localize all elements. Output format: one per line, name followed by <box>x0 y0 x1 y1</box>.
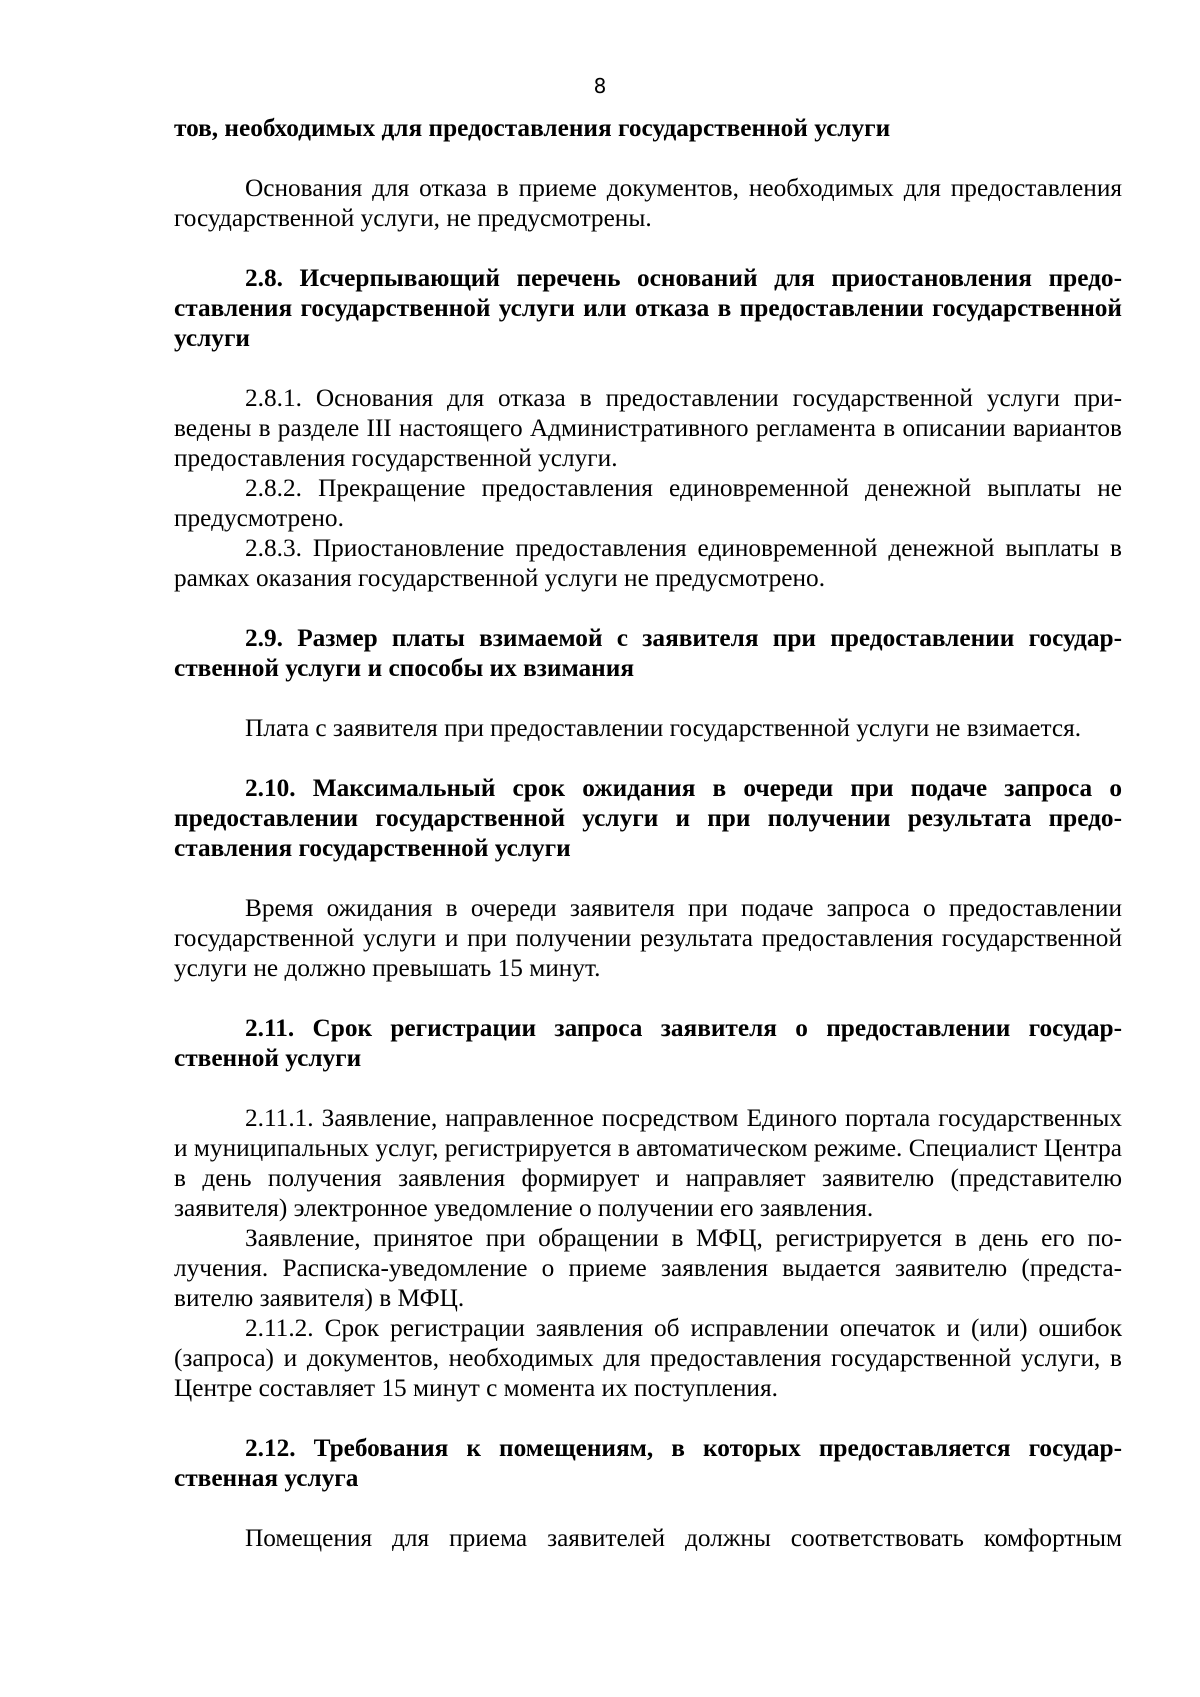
paragraph: Время ожидания в очереди заявителя при подаче запроса о предоставлении государственной услуги и при получении результата предоставления государственной услуги не должно превышать 15 минут. <box>174 894 1122 982</box>
page-number: 8 <box>593 74 607 98</box>
paragraph: 2.11.2. Срок регистрации заявления об исправлении опечаток и (или) ошибок (запроса) и документов, необходимых для предоставления государственной услуги, в Центре составляет 15 минут с момента их поступления. <box>174 1314 1122 1402</box>
paragraph: Заявление, принятое при обращении в МФЦ, регистрируется в день его получения. Расписка-уведомление о приеме заявления выдается заявителю (представителю заявителя) в МФЦ. <box>174 1224 1122 1312</box>
document-body <box>174 113 1122 1553</box>
section-heading-2-8: 2.8. Исчерпывающий перечень оснований для приостановления предоставления государственной услуги или отказа в предоставлении государственной услуги <box>174 264 1122 352</box>
paragraph: Плата с заявителя при предоставлении государственной услуги не взимается. <box>245 714 1082 742</box>
section-heading-2-12: 2.12. Требования к помещениям, в которых предоставляется государственная услуга <box>174 1434 1122 1492</box>
section-heading-2-9: 2.9. Размер платы взимаемой с заявителя при предоставлении государственной услуги и способы их взимания <box>174 624 1122 682</box>
section-heading-2-10: 2.10. Максимальный срок ожидания в очереди при подаче запроса о предоставлении государственной услуги и при получении результата предоставления государственной услуги <box>174 774 1122 862</box>
paragraph: Помещения для приема заявителей должны соответствовать комфортным <box>245 1524 1122 1552</box>
paragraph: 2.8.1. Основания для отказа в предоставлении государственной услуги приведены в разделе III настоящего Административного регламента в описании вариантов предоставления государственной услуги. <box>174 384 1122 472</box>
paragraph: 2.8.2. Прекращение предоставления единовременной денежной выплаты не предусмотрено. <box>174 474 1122 532</box>
paragraph: 2.8.3. Приостановление предоставления единовременной денежной выплаты в рамках оказания государственной услуги не предусмотрено. <box>174 534 1122 592</box>
section-heading-continuation: тов, необходимых для предоставления государственной услуги <box>174 114 891 142</box>
section-heading-2-11: 2.11. Срок регистрации запроса заявителя о предоставлении государственной услуги <box>174 1014 1122 1072</box>
paragraph: Основания для отказа в приеме документов, необходимых для предоставления государственной услуги, не предусмотрены. <box>174 174 1122 232</box>
paragraph: 2.11.1. Заявление, направленное посредством Единого портала государственных и муниципальных услуг, регистрируется в автоматическом режиме. Специалист Центра в день получения заявления формирует и направляет заявителю (представителю заявителя) электронное уведомление о получении его заявления. <box>174 1104 1122 1222</box>
